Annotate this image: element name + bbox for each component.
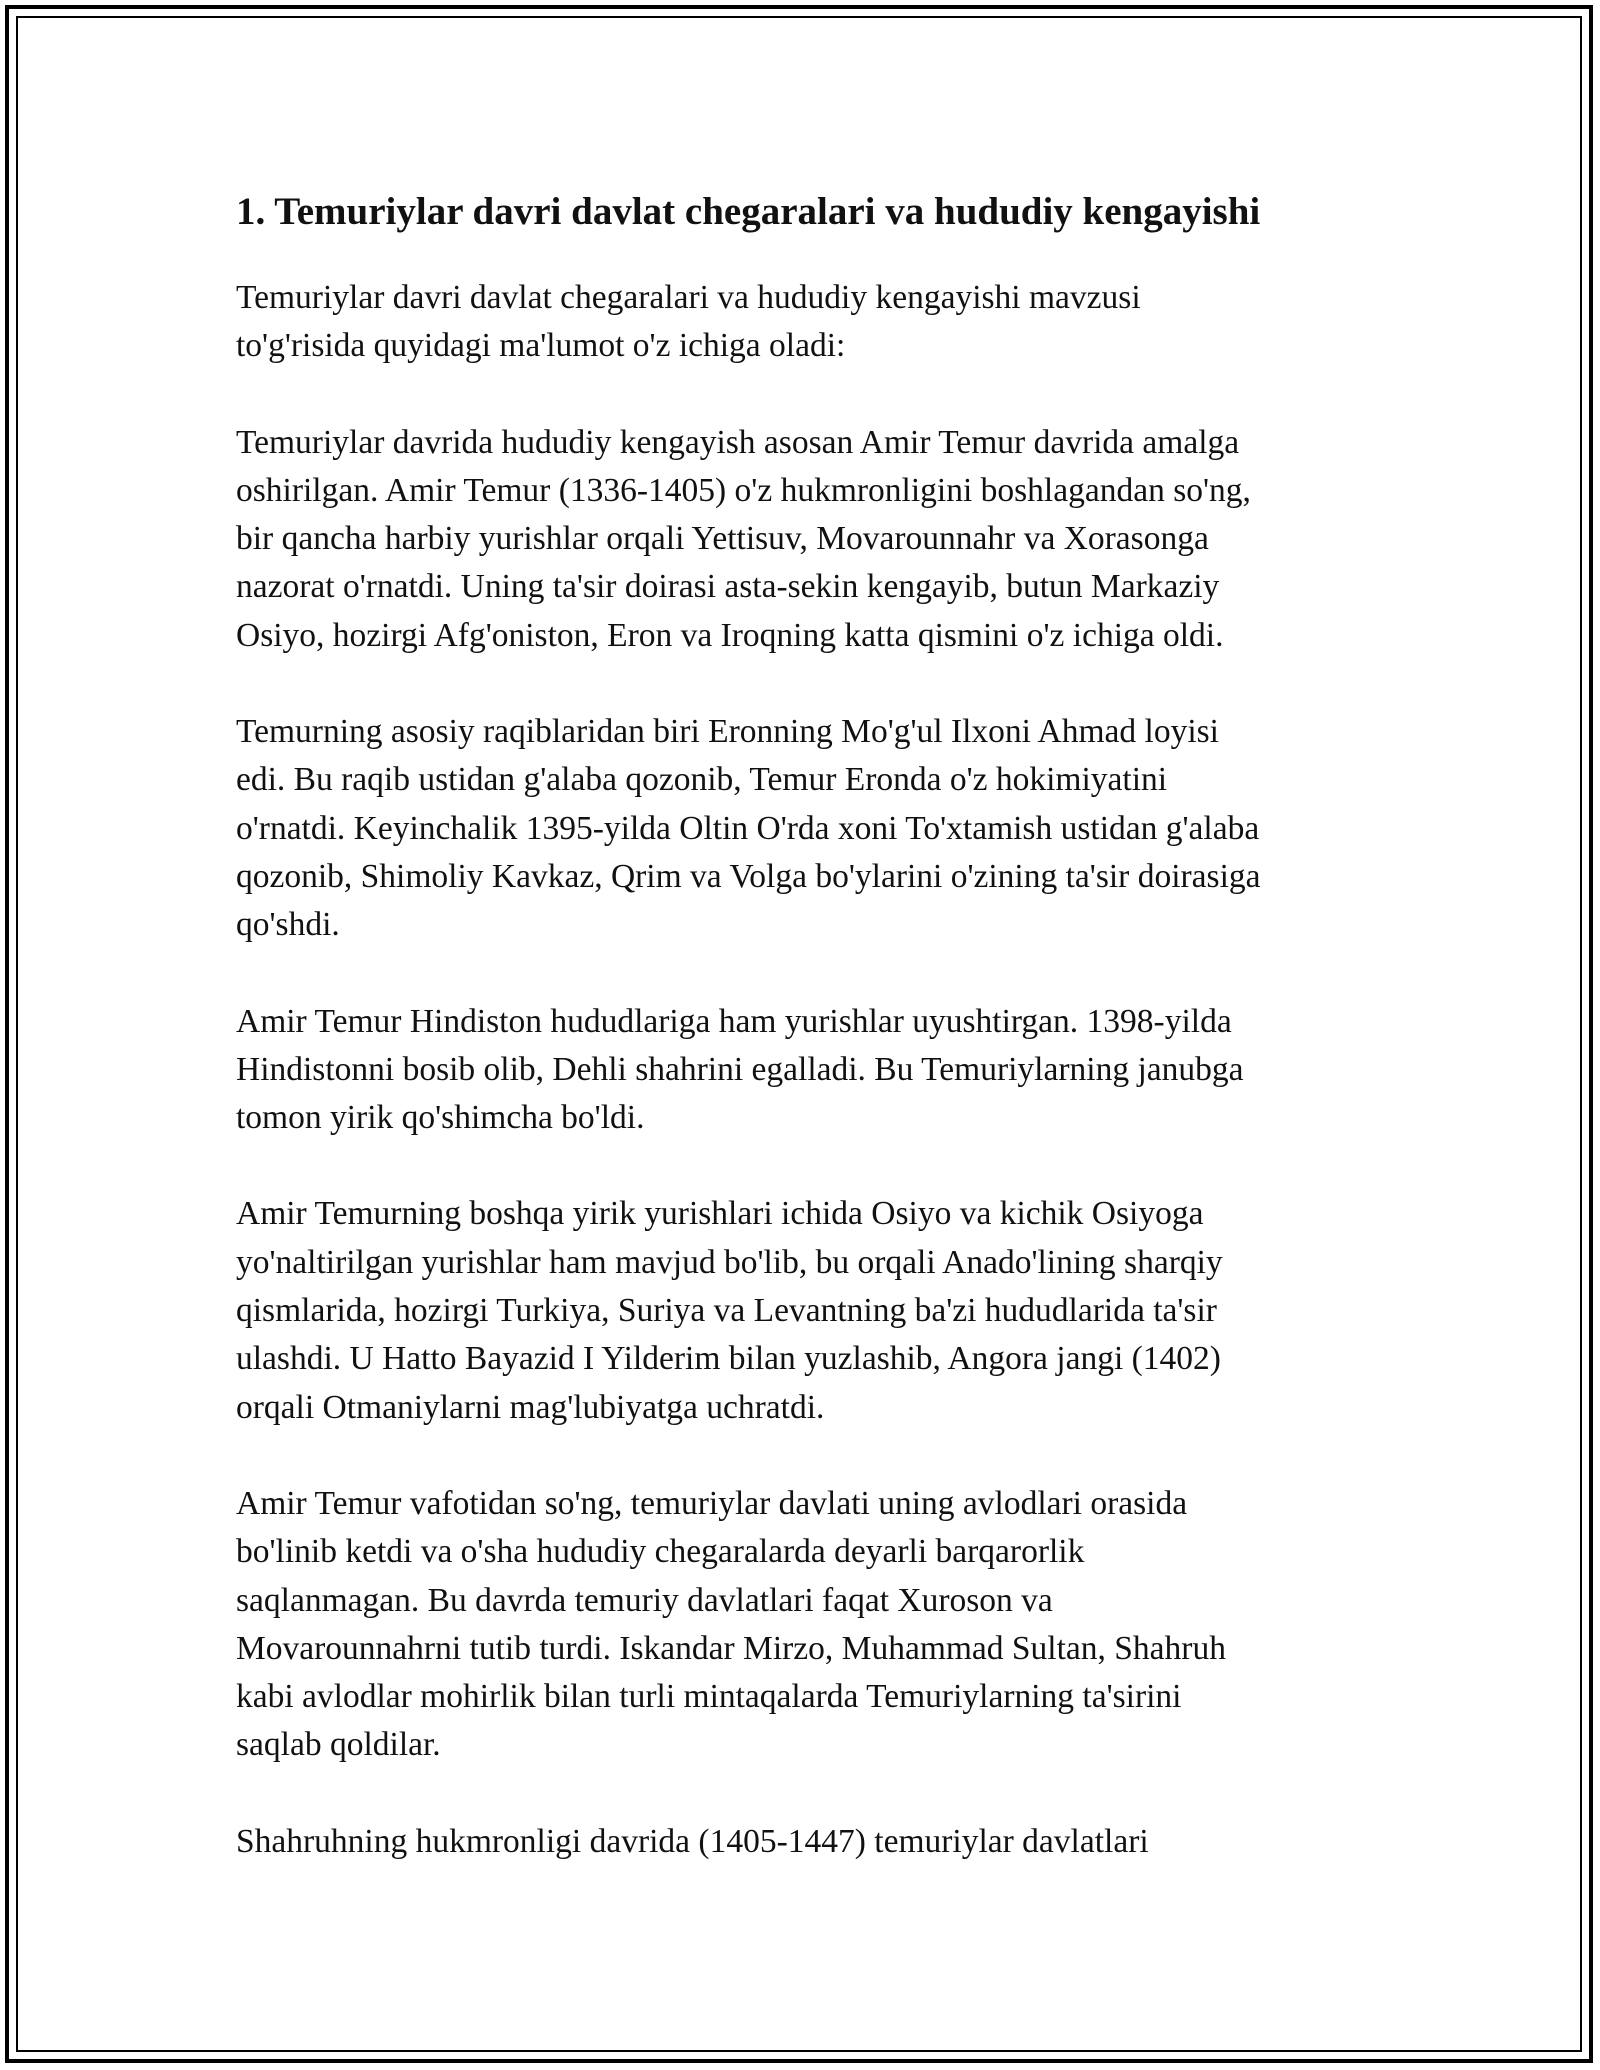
paragraph-line: Hindistonni bosib olib, Dehli shahrini egalladi. Bu Temuriylarning janubga bbox=[236, 1050, 1244, 1088]
paragraph-line: Osiyo, hozirgi Afg'oniston, Eron va Iroqning katta qismini o'z ichiga oldi. bbox=[236, 616, 1224, 654]
paragraph-line: Shahruhning hukmronligi davrida (1405-1447) temuriylar davlatlari bbox=[236, 1822, 1149, 1860]
paragraph-line: qo'shdi. bbox=[236, 906, 340, 944]
paragraph-line: yo'naltirilgan yurishlar ham mavjud bo'lib, bu orqali Anado'lining sharqiy bbox=[236, 1243, 1223, 1281]
paragraph bbox=[236, 1190, 1366, 1431]
paragraph-line: oshirilgan. Amir Temur (1336-1405) o'z hukmronligini boshlagandan so'ng, bbox=[236, 471, 1251, 509]
paragraph-line: Amir Temur vafotidan so'ng, temuriylar davlati uning avlodlari orasida bbox=[236, 1484, 1188, 1522]
paragraph bbox=[236, 419, 1366, 660]
paragraph-line: o'rnatdi. Keyinchalik 1395-yilda Oltin O'rda xoni To'xtamish ustidan g'alaba bbox=[236, 809, 1260, 847]
paragraph-line: qismlarida, hozirgi Turkiya, Suriya va Levantning ba'zi hududlarida ta'sir bbox=[236, 1292, 1217, 1330]
paragraph-line: Temuriylar davri davlat chegaralari va hududiy kengayishi mavzusi bbox=[236, 279, 1141, 316]
document-title: 1. Temuriylar davri davlat chegaralari va hududiy kengayishi bbox=[236, 190, 1261, 233]
paragraph-line: to'g'risida quyidagi ma'lumot o'z ichiga oladi: bbox=[236, 327, 846, 365]
document-body bbox=[236, 186, 1366, 1914]
paragraph-line: Temuriylar davrida hududiy kengayish asosan Amir Temur davrida amalga bbox=[236, 423, 1240, 461]
paragraph-line: bir qancha harbiy yurishlar orqali Yettisuv, Movarounnahr va Xorasonga bbox=[236, 520, 1209, 558]
paragraph bbox=[236, 998, 1366, 1143]
paragraph-list bbox=[236, 274, 1366, 1866]
paragraph-line: bo'linib ketdi va o'sha hududiy chegaralarda deyarli barqarorlik bbox=[236, 1533, 1085, 1571]
paragraph-line: Movarounnahrni tutib turdi. Iskandar Mirzo, Muhammad Sultan, Shahruh bbox=[236, 1629, 1226, 1667]
paragraph-line: kabi avlodlar mohirlik bilan turli mintaqalarda Temuriylarning ta'sirini bbox=[236, 1678, 1182, 1716]
paragraph-line: saqlanmagan. Bu davrda temuriy davlatlari faqat Xuroson va bbox=[236, 1581, 1053, 1619]
paragraph-line: tomon yirik qo'shimcha bo'ldi. bbox=[236, 1099, 645, 1137]
paragraph-line: qozonib, Shimoliy Kavkaz, Qrim va Volga bo'ylarini o'zining ta'sir doirasiga bbox=[236, 857, 1261, 895]
paragraph-line: orqali Otmaniylarni mag'lubiyatga uchratdi. bbox=[236, 1388, 825, 1426]
paragraph-line: Amir Temur Hindiston hududlariga ham yurishlar uyushtirgan. 1398-yilda bbox=[236, 1002, 1232, 1040]
paragraph-line: nazorat o'rnatdi. Uning ta'sir doirasi asta-sekin kengayib, butun Markaziy bbox=[236, 568, 1220, 606]
paragraph bbox=[236, 274, 1366, 371]
paragraph-line: saqlab qoldilar. bbox=[236, 1726, 441, 1764]
paragraph bbox=[236, 708, 1366, 949]
paragraph-line: edi. Bu raqib ustidan g'alaba qozonib, Temur Eronda o'z hokimiyatini bbox=[236, 761, 1168, 799]
paragraph-line: ulashdi. U Hatto Bayazid I Yilderim bilan yuzlashib, Angora jangi (1402) bbox=[236, 1340, 1221, 1378]
paragraph-line: Amir Temurning boshqa yirik yurishlari ichida Osiyo va kichik Osiyoga bbox=[236, 1195, 1204, 1233]
paragraph-line: Temurning asosiy raqiblaridan biri Eronning Mo'g'ul Ilxoni Ahmad loyisi bbox=[236, 713, 1219, 751]
paragraph bbox=[236, 1480, 1366, 1770]
paragraph bbox=[236, 1818, 1366, 1866]
